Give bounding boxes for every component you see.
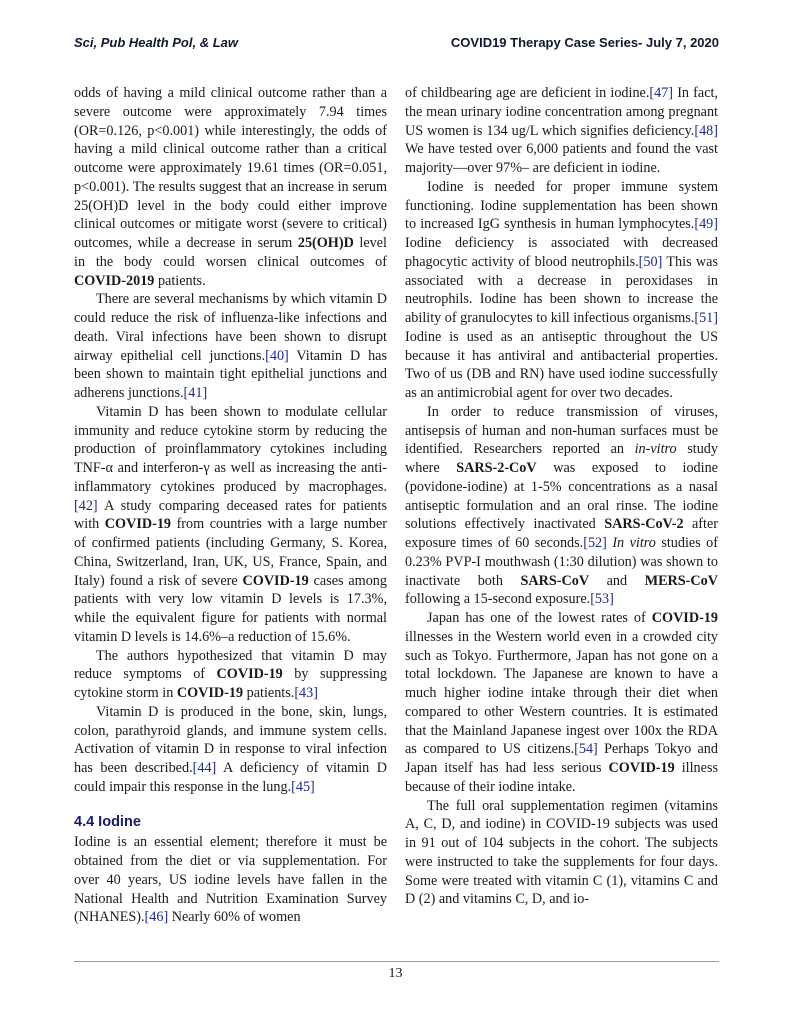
citation-link[interactable]: [52] [583, 535, 607, 551]
citation-link[interactable]: [41] [183, 385, 208, 401]
paragraph: The full oral supplementation regimen (vitamins A, C, D, and iodine) in COVID-19 subjects was used in 91 out of 104 subjects in the cohort. The subjects were instructed to take the supplements for four days. Some were treated with vitamin C (1), vitamins C and D (2) and vitamins C, D, and io- [405, 797, 718, 908]
paragraph: Japan has one of the lowest rates of COVID-19 illnesses in the Western world even in a crowded city such as Tokyo. Furthermore, Japan has not gone on a total lockdown. The Japanese are known to have a much higher iodine intake through their diet when compared to other Western countries. It is estimated that the Mainland Japanese ingest over 100x the RDA as compared to US citizens.[54] Perhaps Tokyo and Japan itself has had less serious COVID-19 illness because of their iodine intake. [405, 610, 718, 795]
footer-divider [74, 961, 719, 962]
citation-link[interactable]: [50] [638, 253, 663, 270]
left-column [74, 84, 387, 927]
paragraph: Vitamin D is produced in the bone, skin, lungs, colon, parathyroid glands, and immune system cells. Activation of vitamin D in response to viral infection has been described.[44] A deficiency of vitamin D could impair this response in the lung.[45] [74, 703, 387, 795]
citation-link[interactable]: [47] [649, 85, 674, 101]
citation-link[interactable]: [45] [291, 778, 315, 795]
paragraph: There are several mechanisms by which vitamin D could reduce the risk of influenza-like infections and death. Viral infections have been shown to disrupt airway epithelial cell junctions.[40] Vitamin D has been shown to maintain tight epithelial junctions and adherens junctions.[41] [74, 291, 387, 401]
journal-name: Sci, Pub Health Pol, & Law [74, 35, 238, 50]
citation-link[interactable]: [51] [694, 310, 718, 326]
citation-link[interactable]: [54] [574, 741, 598, 758]
paper-short-title: COVID19 Therapy Case Series- July 7, 2020 [450, 35, 719, 50]
paragraph: Vitamin D has been shown to modulate cellular immunity and reduce cytokine storm by reducing the production of proinflammatory cytokines including TNF-α and interferon-γ as well as increasing the anti-inflammatory cytokines produced by macrophages.[42] A study comparing deceased rates for patients with COVID-19 from countries with a large number of confirmed patients (including Germany, S. Korea, China, Switzerland, Iran, UK, US, France, Spain, and Italy) found a risk of severe COVID-19 cases among patients with very low vitamin D levels is 17.3%, while the equivalent figure for patients with normal vitamin D levels is 14.6%–a reduction of 15.6%. [74, 403, 387, 645]
citation-link[interactable]: [43] [294, 685, 318, 701]
paragraph: of childbearing age are deficient in iodine.[47] In fact, the mean urinary iodine concentration among pregnant US women is 134 ug/L which signifies deficiency.[48] We have tested over 6,000 patients and found the vast majority—over 97%– are deficient in iodine. [405, 85, 718, 176]
paragraph: Iodine is an essential element; therefore it must be obtained from the diet or via supplementation. For over 40 years, US iodine levels have fallen in the National Health and Nutrition Examination Survey (NHANES).[46] Nearly 60% of women [74, 834, 387, 926]
paragraph: Iodine is needed for proper immune system functioning. Iodine supplementation has been shown to increased IgG synthesis in human lymphocytes.[49] Iodine deficiency is associated with decreased phagocytic activity of blood neutrophils.[50] This was associated with a decrease in peroxidases in neutrophils. Iodine has been shown to increase the ability of granulocytes to kill infectious organisms.[51] Iodine is used as an antiseptic throughout the US because it has antiviral and antibacterial properties. Two of us (DB and RN) have used iodine successfully as an antimicrobial agent for over two decades. [405, 178, 718, 401]
citation-link[interactable]: [40] [265, 347, 289, 364]
citation-link[interactable]: [48] [694, 122, 718, 139]
citation-link[interactable]: [49] [694, 216, 718, 233]
citation-link[interactable]: [53] [590, 591, 614, 608]
right-column [405, 84, 718, 909]
citation-link[interactable]: [44] [192, 760, 217, 776]
section-heading: 4.4 Iodine [74, 813, 141, 830]
page-number: 13 [388, 966, 403, 981]
citation-link[interactable]: [46] [144, 909, 169, 926]
paragraph: The authors hypothesized that vitamin D may reduce symptoms of COVID-19 by suppressing cytokine storm in COVID-19 patients.[43] [74, 647, 387, 701]
paragraph: In order to reduce transmission of viruses, antisepsis of human and non-human surfaces must be identified. Researchers reported an in-vitro study where SARS-2-CoV was exposed to iodine (povidone-iodine) at 1-5% concentrations as a nasal antiseptic formulation and an oral rinse. The iodine solutions effectively inactivated SARS-CoV-2 after exposure times of 60 seconds.[52] In vitro studies of 0.23% PVP-I mouthwash (1:30 dilution) was shown to inactivate both SARS-CoV and MERS-CoV following a 15-second exposure.[53] [405, 403, 719, 608]
paragraph: odds of having a mild clinical outcome rather than a severe outcome were approximately 7.94 times (OR=0.126, p<0.001) while interestingly, the odds of having a mild clinical outcome rather than a critical outcome were approximately 19.61 times (OR=0.051, p<0.001). The results suggest that an increase in serum 25(OH)D level in the body could either improve clinical outcomes or mitigate worst (severe to critical) outcomes, while a decrease in serum 25(OH)D level in the body could worsen clinical outcomes of COVID-2019 patients. [74, 85, 387, 289]
citation-link[interactable]: [42] [74, 497, 98, 514]
